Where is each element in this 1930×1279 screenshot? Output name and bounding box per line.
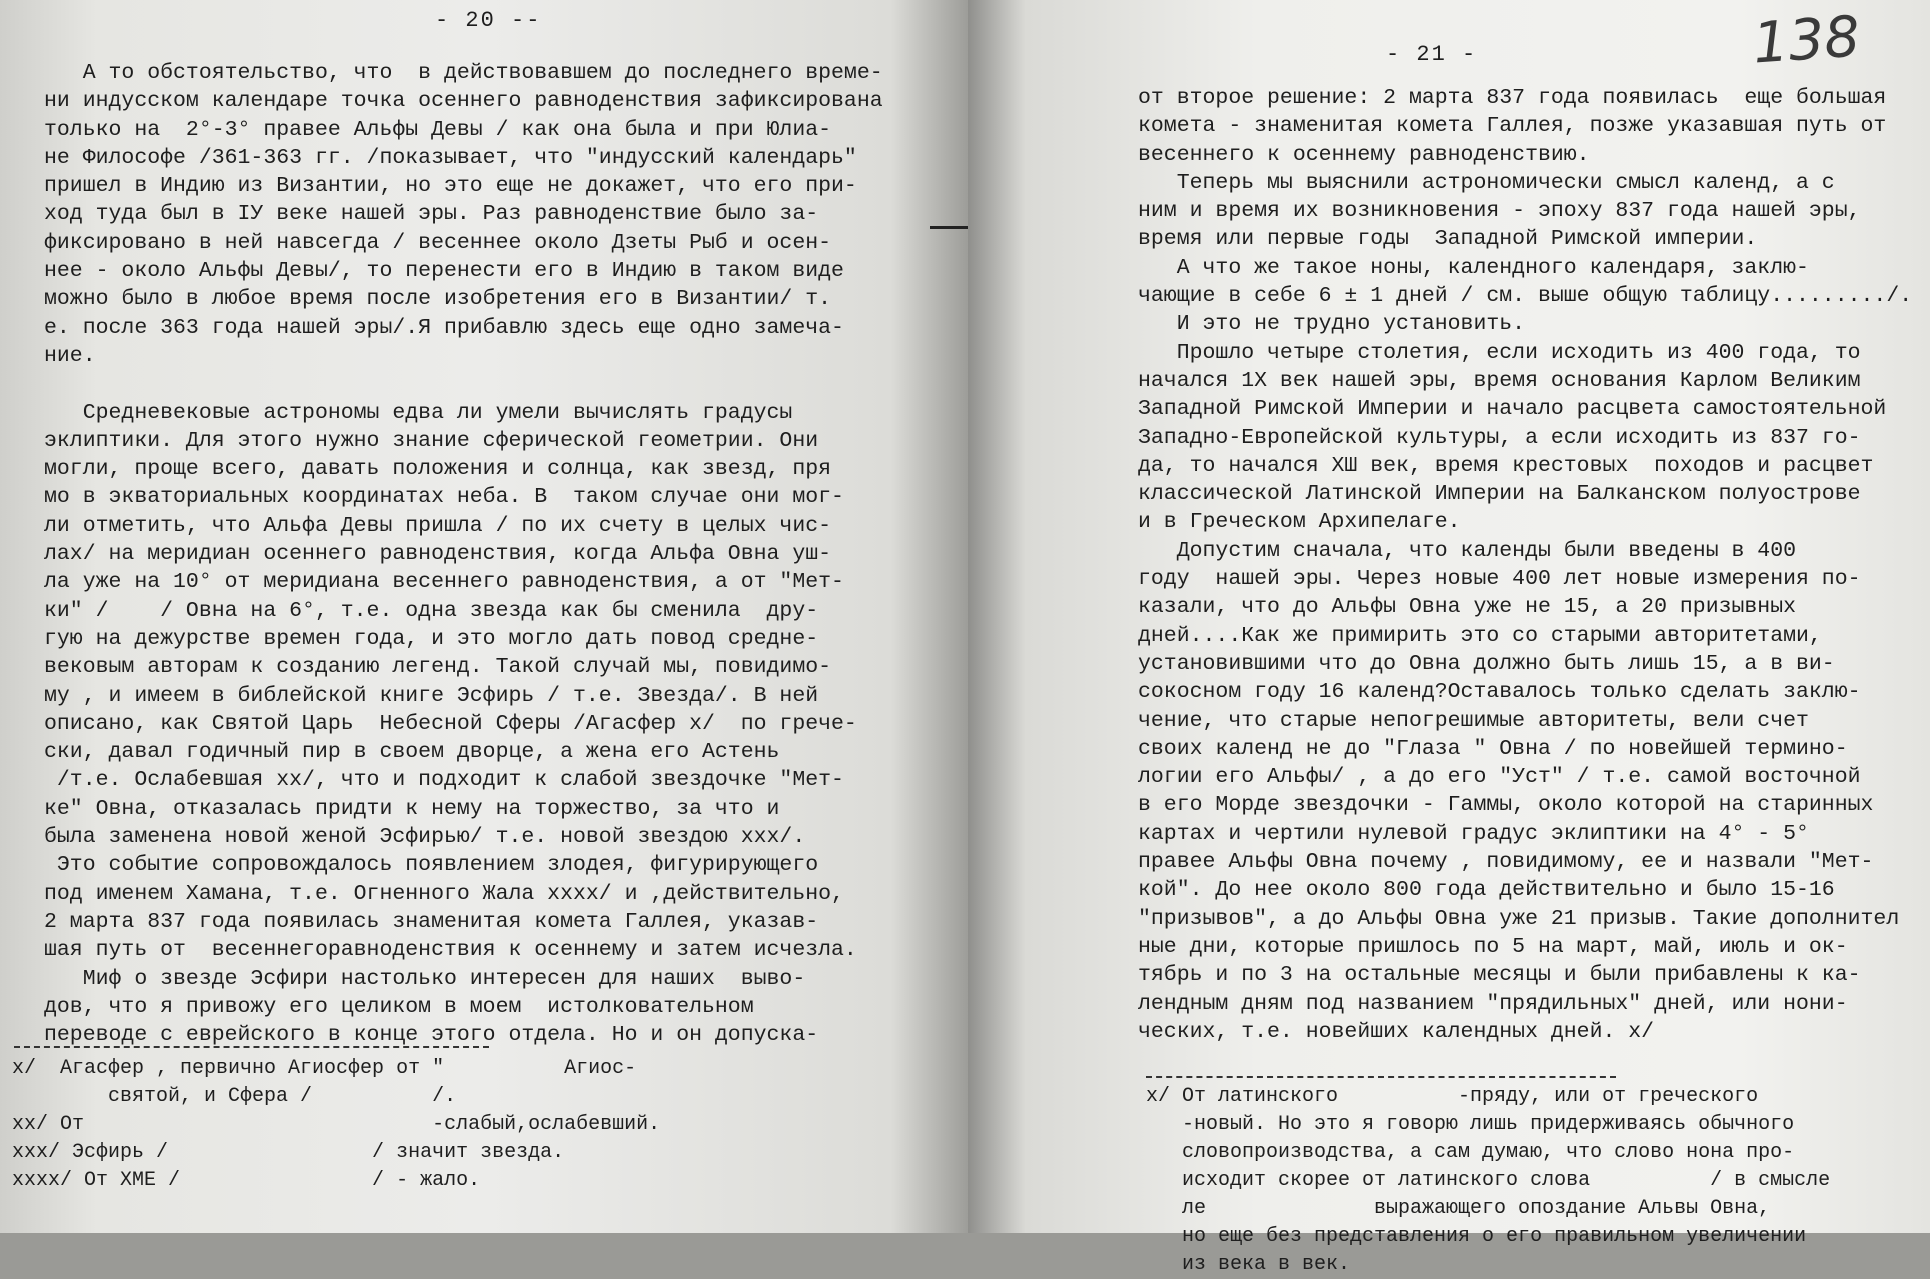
text-line: дов, что я привожу его целиком в моем истолковательном: [44, 994, 754, 1019]
text-line: картах и чертили нулевой градус эклиптики на 4° - 5°: [1138, 821, 1809, 846]
text-line: [44, 370, 883, 398]
text-line: да, то начался ХШ век, время крестовых походов и расцвет: [1138, 453, 1874, 478]
text-line: не Философе /361-363 гг. /показывает, что "индусский календарь": [44, 145, 857, 170]
footnote-line: xx/ От -слабый,ослабевший.: [12, 1113, 661, 1136]
text-line: мо в экваториальных координатах неба. В таком случае они мог-: [44, 485, 844, 510]
footnote-separator: [14, 1046, 489, 1048]
text-line: можно было в любое время после изобретения его в Византии/ т.: [44, 287, 832, 312]
text-line: Теперь мы выяснили астрономически смысл календ, а с: [1138, 170, 1835, 195]
text-line: Допустим сначала, что календы были введены в 400: [1138, 538, 1797, 563]
text-line: лендным дням под названием "прядильных" дней, или нони-: [1138, 991, 1848, 1016]
footnote-line: но еще без представления о его правильном увеличении: [1146, 1225, 1807, 1248]
text-line: начался 1Х век нашей эры, время основания Карлом Великим: [1138, 368, 1861, 393]
text-line: от второе решение: 2 марта 837 года появилась еще большая: [1138, 86, 1887, 110]
text-line: фиксировано в ней навсегда / весеннее около Дзеты Рыб и осен-: [44, 230, 832, 255]
text-line: ке" Овна, отказалась придти к нему на торжество, за что и: [44, 796, 780, 821]
left-body-text: [44, 59, 883, 1049]
text-line: под именем Хамана, т.е. Огненного Жала xxxx/ и ,действительно,: [44, 881, 844, 906]
text-line: чающие в себе 6 ± 1 дней / см. выше общую таблицу........./.: [1138, 284, 1913, 309]
text-line: могли, проще всего, давать положения и солнца, как звезд, пря: [44, 457, 832, 482]
text-line: Это событие сопровождалось появлением злодея, фигурирующего: [44, 853, 819, 878]
text-line: /т.е. Ослабевшая xx/, что и подходит к слабой звездочке "Мет-: [44, 768, 844, 793]
footnote-line: xxxx/ От ХМЕ / / - жало.: [12, 1169, 481, 1192]
footnote-line: -новый. Но это я говорю лишь придерживаясь обычного: [1146, 1113, 1795, 1136]
footnote-line: словопроизводства, а сам думаю, что слово нона про-: [1146, 1141, 1795, 1164]
text-line: чение, что старые непогрешимые авторитеты, вели счет: [1138, 708, 1809, 733]
text-line: Западно-Европейской культуры, а если исходить из 837 го-: [1138, 425, 1861, 450]
text-line: Миф о звезде Эсфири настолько интересен для наших выво-: [44, 966, 806, 991]
text-line: казали, что до Альфы Овна уже не 15, а 20 призывных: [1138, 595, 1797, 620]
text-line: ки" / / Овна на 6°, т.е. одна звезда как бы сменила дру-: [44, 598, 819, 623]
text-line: классической Латинской Империи на Балканском полуострове: [1138, 482, 1861, 507]
text-line: кой". До нее около 800 года действительно и было 15-16: [1138, 878, 1835, 903]
text-line: му , и имеем в библейской книге Эсфирь / т.е. Звезда/. В ней: [44, 683, 819, 708]
text-line: вековым авторам к созданию легенд. Такой случай мы, повидимо-: [44, 655, 832, 680]
left-page: [0, 0, 968, 1233]
right-page: [968, 0, 1930, 1276]
text-line: нее - около Альфы Девы/, то перенести его в Индию в таком виде: [44, 259, 844, 284]
footnote-line: xxx/ Эсфирь / / значит звезда.: [12, 1141, 565, 1164]
text-line: гую на дежурстве времен года, и это могло дать повод средне-: [44, 626, 819, 651]
text-line: правее Альфы Овна почему , повидимому, ее и назвали "Мет-: [1138, 850, 1874, 875]
text-line: И это не трудно установить.: [1138, 312, 1526, 337]
text-line: ние.: [44, 343, 96, 368]
text-line: переводе с еврейского в конце этого отдела. Но и он допуска-: [44, 1023, 819, 1048]
text-line: "призывов", а до Альфы Овна уже 21 призыв. Такие дополнител: [1138, 906, 1900, 931]
text-line: А то обстоятельство, что в действовавшем до последнего време-: [44, 61, 883, 85]
text-line: году нашей эры. Через новые 400 лет новые измерения по-: [1138, 567, 1861, 592]
text-line: своих календ не до "Глаза " Овна / по новейшей термино-: [1138, 736, 1848, 761]
text-line: ла уже на 10° от меридиана весеннего равноденствия, а от "Мет-: [44, 570, 844, 595]
text-line: е. после 363 года нашей эры/.Я прибавлю здесь еще одно замеча-: [44, 315, 844, 340]
text-line: А что же такое ноны, календного календаря, заклю-: [1138, 255, 1809, 280]
text-line: только на 2°-3° правее Альфы Девы / как она была и при Юлиа-: [44, 117, 832, 142]
footnote-separator: [1146, 1076, 1616, 1078]
page-number: - 21 -: [1386, 42, 1478, 67]
text-line: ход туда был в IУ веке нашей эры. Раз равноденствие было за-: [44, 202, 819, 227]
text-line: время или первые годы Западной Римской империи.: [1138, 227, 1758, 252]
text-line: установившими что до Овна должно быть лишь 15, а в ви-: [1138, 651, 1835, 676]
text-line: тябрь и по 3 на остальные месяцы и были прибавлены к ка-: [1138, 963, 1861, 988]
text-line: ли отметить, что Альфа Девы пришла / по их счету в целых чис-: [44, 513, 832, 538]
right-footnotes: [1146, 1083, 1830, 1279]
text-line: ни индусском календаре точка осеннего равноденствия зафиксирована: [44, 89, 883, 114]
text-line: и в Греческом Архипелаге.: [1138, 510, 1461, 535]
text-line: в его Морде звездочки - Гаммы, около которой на старинных: [1138, 793, 1874, 818]
text-line: была заменена новой женой Эсфирью/ т.е. новой звездою xxx/.: [44, 825, 806, 850]
text-line: ные дни, которые пришлось по 5 на март, май, июль и ок-: [1138, 934, 1848, 959]
footnote-line: исходит скорее от латинского слова / в смысле: [1146, 1169, 1831, 1192]
text-line: логии его Альфы/ , а до его "Уст" / т.е. самой восточной: [1138, 765, 1861, 790]
footnote-line: ле выражающего опоздание Альвы Овна,: [1146, 1197, 1771, 1220]
footnote-line: святой, и Сфера / /.: [12, 1085, 457, 1108]
text-line: Западной Римской Империи и начало расцвета самостоятельной: [1138, 397, 1887, 422]
text-line: сокосном году 16 календ?Оставалось только сделать заклю-: [1138, 680, 1861, 705]
text-line: ним и время их возникновения - эпоху 837 года нашей эры,: [1138, 199, 1861, 224]
text-line: ческих, т.е. новейших календных дней. x/: [1138, 1019, 1655, 1044]
text-line: Средневековые астрономы едва ли умели вычислять градусы: [44, 400, 793, 425]
left-footnotes: [12, 1055, 660, 1195]
text-line: пришел в Индию из Византии, но это еще не докажет, что его при-: [44, 174, 857, 199]
footnote-line: x/ Агасфер , первично Агиосфер от " Агиос-: [12, 1057, 637, 1080]
text-line: эклиптики. Для этого нужно знание сферической геометрии. Они: [44, 428, 819, 453]
page-number: - 20 --: [435, 8, 542, 33]
footnote-line: из века в век.: [1146, 1253, 1351, 1276]
text-line: ски, давал годичный пир в своем дворце, а жена его Астень: [44, 740, 780, 765]
text-line: лах/ на меридиан осеннего равноденствия, когда Альфа Овна уш-: [44, 542, 832, 567]
text-line: Прошло четыре столетия, если исходить из 400 года, то: [1138, 340, 1861, 365]
right-body-text: [1138, 84, 1912, 1046]
text-line: 2 марта 837 года появилась знаменитая комета Галлея, указав-: [44, 909, 819, 934]
text-line: весеннего к осеннему равноденствию.: [1138, 142, 1590, 167]
text-line: дней....Как же примирить это со старыми авторитетами,: [1138, 623, 1822, 648]
archive-number: 138: [1750, 4, 1863, 77]
footnote-line: x/ От латинского -пряду, или от греческого: [1146, 1085, 1759, 1108]
text-line: описано, как Святой Царь Небесной Сферы /Агасфер x/ по грече-: [44, 711, 857, 736]
text-line: шая путь от весеннегоравноденствия к осеннему и затем исчезла.: [44, 938, 857, 963]
text-line: комета - знаменитая комета Галлея, позже указавшая путь от: [1138, 114, 1887, 139]
